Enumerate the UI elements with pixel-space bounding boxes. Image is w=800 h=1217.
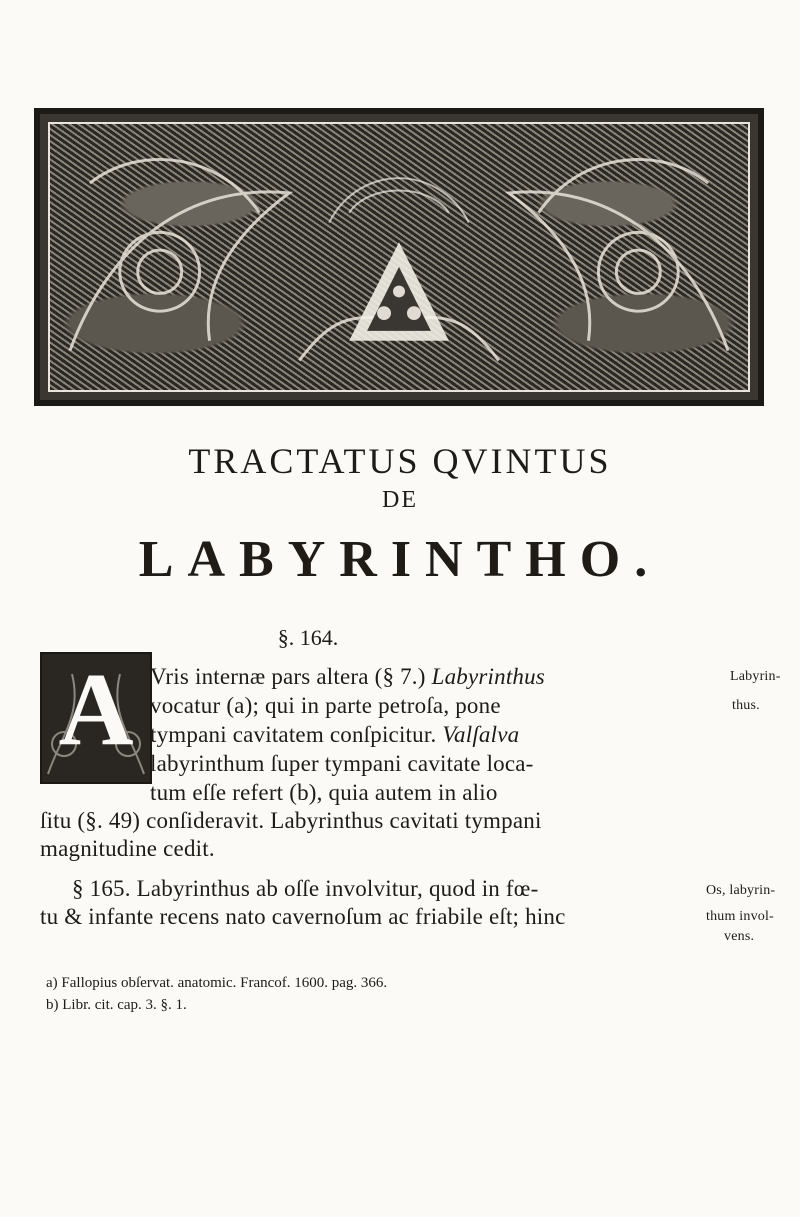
initial-letter: A — [58, 652, 134, 767]
headpiece-foliage-icon — [50, 124, 748, 390]
para1-line5: tum eſſe refert (b), quia autem in alio — [150, 780, 498, 805]
decorated-initial — [40, 652, 152, 784]
footnote-a: a) Fallopius obſervat. anatomic. Francof. 1600. pag. 366. — [46, 975, 388, 991]
treatise-title: TRACTATUS QVINTUS — [188, 441, 612, 481]
para1-line3 — [150, 722, 519, 748]
para2-line2: tu & infante recens nato cavernoſum ac friabile eſt; hinc — [40, 904, 566, 929]
headpiece-engraving — [48, 122, 750, 392]
marginal-note-thum-invol: thum invol- — [706, 909, 774, 924]
para1-line3-italic: Valſalva — [442, 722, 520, 747]
footnote-b: b) Libr. cit. cap. 3. §. 1. — [46, 997, 187, 1013]
para2-line1: § 165. Labyrinthus ab oſſe involvitur, quod in fœ- — [72, 876, 539, 901]
para1-line2: vocatur (a); qui in parte petroſa, pone — [150, 693, 501, 718]
para1-line1-italic: Labyrinthus — [431, 664, 545, 689]
para1-line1 — [150, 664, 545, 690]
ornamental-headpiece — [34, 108, 764, 406]
para1-line7: magnitudine cedit. — [40, 836, 215, 861]
para1-line4: labyrinthum ſuper tympani cavitate loca- — [150, 751, 534, 776]
treatise-subject: LABYRINTHO. — [138, 531, 662, 588]
marginal-note-labyrinthus: Labyrin- — [730, 669, 781, 684]
para1-line1-text: Vris internæ pars altera (§ 7.) — [150, 664, 432, 689]
treatise-subtitle-de: DE — [382, 487, 418, 513]
marginal-note-thus: thus. — [732, 698, 760, 713]
para1-line6: ſitu (§. 49) conſideravit. Labyrinthus cavitati tympani — [40, 808, 542, 833]
marginal-note-vens: vens. — [724, 929, 755, 944]
marginal-note-os-labyrin: Os, labyrin- — [706, 883, 776, 898]
para1-line3-text: tympani cavitatem conſpicitur. — [150, 722, 443, 747]
section-number: §. 164. — [277, 625, 339, 650]
